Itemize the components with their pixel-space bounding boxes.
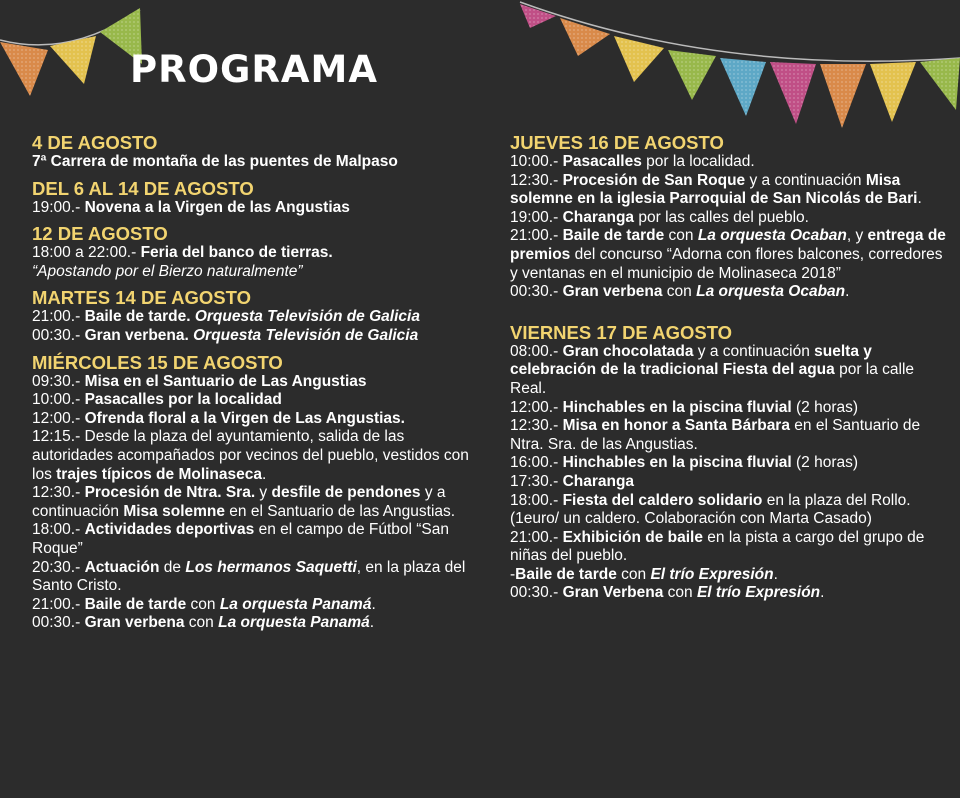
event-text: Exhibición de baile — [562, 528, 703, 546]
event-text: 20:30.- — [32, 558, 85, 576]
event-text: Misa solemne — [123, 502, 225, 520]
event-text: Actuación — [84, 558, 160, 576]
event-text: La orquesta Ocaban — [696, 283, 846, 301]
event-text: 12:30.- — [510, 171, 563, 189]
flag-right-yellow-1 — [614, 36, 664, 82]
event-line — [510, 172, 950, 209]
event-text: Actividades deportivas — [84, 521, 255, 539]
event-text: Baile de tarde — [562, 227, 665, 245]
event-line — [32, 559, 472, 596]
event-line — [32, 521, 472, 558]
event-text: Novena a la Virgen de las Angustias — [84, 198, 350, 216]
event-text: 21:00.- — [510, 528, 563, 546]
event-text: Feria del banco de tierras. — [140, 244, 333, 262]
event-text: 16:00.- — [510, 454, 563, 472]
event-text: 10:00.- — [510, 153, 563, 170]
event-text: . — [371, 595, 376, 613]
event-text: . — [917, 190, 922, 208]
event-line — [32, 308, 472, 327]
day-heading: JUEVES 16 DE AGOSTO — [510, 132, 724, 153]
event-line — [510, 492, 950, 529]
event-text: con — [664, 227, 698, 245]
flag-right-blue — [720, 58, 766, 116]
event-text: y a continuación — [693, 342, 815, 360]
day-heading: MARTES 14 DE AGOSTO — [32, 287, 251, 309]
event-text: entrega de premios — [510, 227, 946, 263]
event-text: de — [159, 558, 186, 576]
event-text: El trío Expresión — [696, 584, 821, 602]
event-text: en la pista a cargo del grupo de niñas del pueblo. — [510, 528, 925, 565]
event-text: en el Santuario de las Angustias. — [225, 502, 456, 520]
event-text: , y — [846, 227, 868, 245]
event-text: 10:00.- — [32, 391, 85, 409]
event-line — [32, 391, 472, 410]
event-text: Gran verbena. — [84, 326, 194, 344]
event-text: con — [663, 584, 697, 602]
day-heading: 4 DE AGOSTO — [32, 132, 158, 153]
day-heading: MIÉRCOLES 15 DE AGOSTO — [32, 351, 283, 373]
day-section — [32, 223, 472, 281]
event-line — [510, 473, 950, 492]
event-text: 00:30.- — [32, 614, 85, 632]
event-line — [32, 428, 472, 484]
day-heading: VIERNES 17 DE AGOSTO — [510, 321, 733, 343]
event-line — [32, 596, 472, 615]
event-text: Fiesta del caldero solidario — [562, 491, 763, 509]
event-line — [510, 227, 950, 283]
event-text: por la calle Real. — [510, 361, 915, 397]
event-text: Pasacalles por la localidad — [84, 391, 282, 409]
event-line — [32, 410, 472, 429]
event-text: 18:00 a 22:00.- — [32, 244, 141, 262]
event-line — [510, 417, 950, 454]
event-text: con — [616, 565, 651, 583]
event-text: en el Santuario de Ntra. Sra. de las Angustias. — [510, 417, 921, 453]
event-text: con — [662, 283, 697, 301]
event-text: 12:00.- — [510, 398, 563, 416]
right-column — [510, 132, 950, 609]
flag-right-green-2 — [920, 58, 960, 110]
event-text: 12:15.- Desde la plaza del ayuntamiento, salida de las autoridades acompañados por vecinos del pueblo, vestidos con los — [32, 428, 469, 483]
event-text: con — [186, 595, 220, 613]
event-text: 21:00.- — [510, 227, 563, 245]
event-text: 18:00.- — [510, 491, 563, 509]
event-text: Misa en honor a Santa Bárbara — [562, 417, 790, 435]
event-text: Ofrenda floral a la Virgen de Las Angustias. — [84, 409, 405, 427]
event-text: trajes típicos de Molinaseca — [56, 465, 263, 483]
event-text: Gran verbena — [562, 283, 663, 301]
event-line — [510, 283, 950, 302]
event-text: 12:00.- — [32, 409, 85, 427]
event-text: desfile de pendones — [271, 484, 421, 502]
day-section — [32, 178, 472, 218]
event-text: La orquesta Ocaban — [697, 227, 847, 245]
event-text: (2 horas) — [791, 454, 859, 472]
event-text: 00:30.- — [510, 283, 563, 301]
event-text: Gran Verbena — [562, 584, 664, 602]
event-line — [510, 209, 950, 228]
event-text: Los hermanos Saquetti — [185, 558, 357, 576]
flag-right-orange-2 — [820, 64, 866, 128]
event-text: 00:30.- — [32, 326, 85, 344]
event-text: 19:00.- — [32, 198, 85, 216]
event-text: con — [184, 614, 219, 632]
event-line — [32, 484, 472, 521]
event-text: Orquesta Televisión de Galicia — [193, 326, 419, 344]
event-line — [510, 399, 950, 418]
event-text: 09:30.- — [32, 372, 85, 390]
flag-right-pink-2 — [770, 62, 816, 124]
event-line — [510, 584, 950, 603]
event-line — [510, 454, 950, 473]
event-text: Procesión de Ntra. Sra. — [84, 484, 256, 502]
day-heading: DEL 6 AL 14 DE AGOSTO — [32, 177, 254, 199]
event-line — [32, 153, 472, 172]
event-line — [32, 263, 472, 282]
event-text: del concurso “Adorna con flores balcones, corredores y ventanas en el municipio de Molinaseca 2018” — [510, 245, 943, 282]
day-section — [32, 352, 472, 633]
event-text: 21:00.- — [32, 595, 85, 613]
event-text: por las calles del pueblo. — [634, 208, 809, 226]
event-text: Gran verbena — [84, 614, 185, 632]
flag-right-green-1 — [668, 50, 716, 100]
event-text: Orquesta Televisión de Galicia — [194, 308, 420, 326]
event-text: Misa en el Santuario de Las Angustias — [84, 372, 367, 390]
event-text: Baile de tarde. — [84, 308, 195, 326]
event-text: . — [773, 565, 778, 583]
event-text: Baile de tarde — [84, 595, 187, 613]
event-text: Charanga — [562, 472, 635, 490]
left-column — [32, 132, 472, 639]
event-text: 00:30.- — [510, 584, 563, 602]
event-text: en la plaza del Rollo. (1euro/ un caldero. Colaboración con Marta Casado) — [510, 491, 911, 528]
event-text: Charanga — [562, 208, 635, 226]
page-title: PROGRAMA — [130, 48, 379, 91]
event-line — [32, 614, 472, 633]
event-text: El trío Expresión — [650, 565, 774, 583]
event-line — [32, 244, 472, 263]
event-text: Procesión de San Roque — [562, 171, 746, 189]
day-section — [510, 322, 950, 603]
event-text: Baile de tarde — [515, 565, 617, 583]
event-line — [510, 566, 950, 585]
day-heading: 12 DE AGOSTO — [32, 223, 168, 245]
event-line — [32, 199, 472, 218]
event-text: “Apostando por el Bierzo naturalmente” — [32, 262, 303, 280]
event-text: Pasacalles — [562, 153, 642, 170]
event-text: 19:00.- — [510, 208, 563, 226]
event-text: 18:00.- — [32, 521, 85, 539]
event-text: suelta y celebración de la tradicional Fiesta del agua — [510, 342, 872, 379]
event-line — [510, 153, 950, 172]
event-text: . — [845, 283, 850, 301]
event-text: . — [369, 614, 375, 632]
event-text: Gran chocolatada — [562, 342, 694, 360]
event-text: y a continuación — [32, 484, 446, 520]
day-section — [32, 132, 472, 172]
event-text: y a continuación — [745, 171, 866, 189]
day-section — [510, 132, 950, 302]
event-text: 17:30.- — [510, 472, 563, 490]
event-text: en el campo de Fútbol “San Roque” — [32, 521, 449, 557]
event-text: 12:30.- — [32, 484, 85, 502]
flag-right-yellow-2 — [870, 62, 916, 122]
event-text: , en la plaza del Santo Cristo. — [32, 558, 466, 595]
event-text: La orquesta Panamá — [219, 595, 372, 613]
event-text: 7ª Carrera de montaña de las puentes de Malpaso — [32, 153, 398, 170]
event-text: por la localidad. — [641, 153, 755, 170]
event-text: Hinchables en la piscina fluvial — [562, 454, 792, 472]
event-text: . — [820, 584, 825, 602]
event-text: (2 horas) — [791, 398, 859, 416]
event-text: 08:00.- — [510, 342, 563, 360]
day-section — [32, 287, 472, 345]
event-text: - — [510, 565, 516, 583]
event-line — [32, 327, 472, 346]
event-line — [32, 373, 472, 392]
event-text: Hinchables en la piscina fluvial — [562, 398, 792, 416]
flag-left-orange — [0, 42, 48, 96]
event-text: Misa solemne en la iglesia Parroquial de San Nicolás de Bari — [510, 171, 918, 208]
event-text: . — [262, 465, 267, 483]
event-text: 12:30.- — [510, 417, 563, 435]
event-text: La orquesta Panamá — [218, 614, 370, 632]
event-line — [510, 529, 950, 566]
event-text: y — [255, 484, 272, 502]
event-line — [510, 343, 950, 399]
event-text: 21:00.- — [32, 308, 85, 326]
